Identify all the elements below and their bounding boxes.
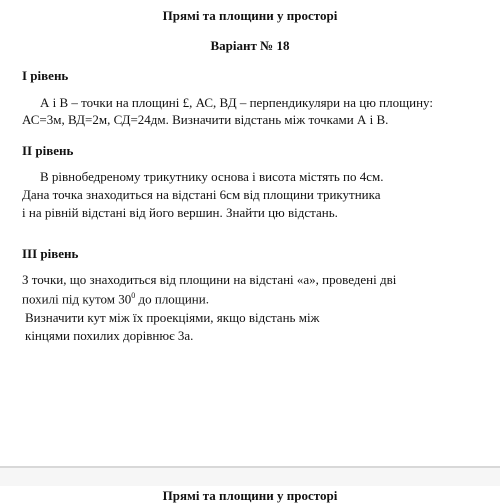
level-3-line-2-tail: до площини. [135, 291, 209, 307]
level-2-text-line-2: Дана точка знаходиться на відстані 6см від площини трикутника [22, 187, 381, 202]
page-gap [0, 468, 500, 486]
level-1-heading: І рівень [22, 68, 69, 83]
level-1-text-line-1: А і В – точки на площині £, АС, ВД – перпендикуляри на цю площину: [40, 95, 433, 110]
level-3-text-line-2 [22, 291, 209, 307]
level-3-heading: ІІІ рівень [22, 246, 79, 261]
level-2-heading: ІІ рівень [22, 143, 74, 158]
document-title: Прямі та площини у просторі [162, 8, 338, 23]
next-page-title: Прямі та площини у просторі [162, 488, 338, 503]
degree-exponent: 0 [131, 291, 136, 300]
level-2-text-line-1: В рівнобедреному трикутнику основа і висота містять по 4см. [40, 169, 384, 184]
level-2-text-line-3: і на рівній відстані від його вершин. Знайти цю відстань. [22, 205, 338, 220]
variant-number: Варіант № 18 [210, 38, 290, 53]
level-3-text-line-1: З точки, що знаходиться від площини на відстані «а», проведені дві [22, 272, 397, 287]
level-3-line-2-text: похилі під кутом 30 [22, 291, 132, 307]
level-3-text-line-4: кінцями похилих дорівнює 3а. [25, 328, 194, 343]
level-3-text-line-3: Визначити кут між їх проекціями, якщо відстань між [25, 310, 320, 325]
level-1-text-line-2: АС=3м, ВД=2м, СД=24дм. Визначити відстань між точками А і В. [22, 112, 389, 127]
